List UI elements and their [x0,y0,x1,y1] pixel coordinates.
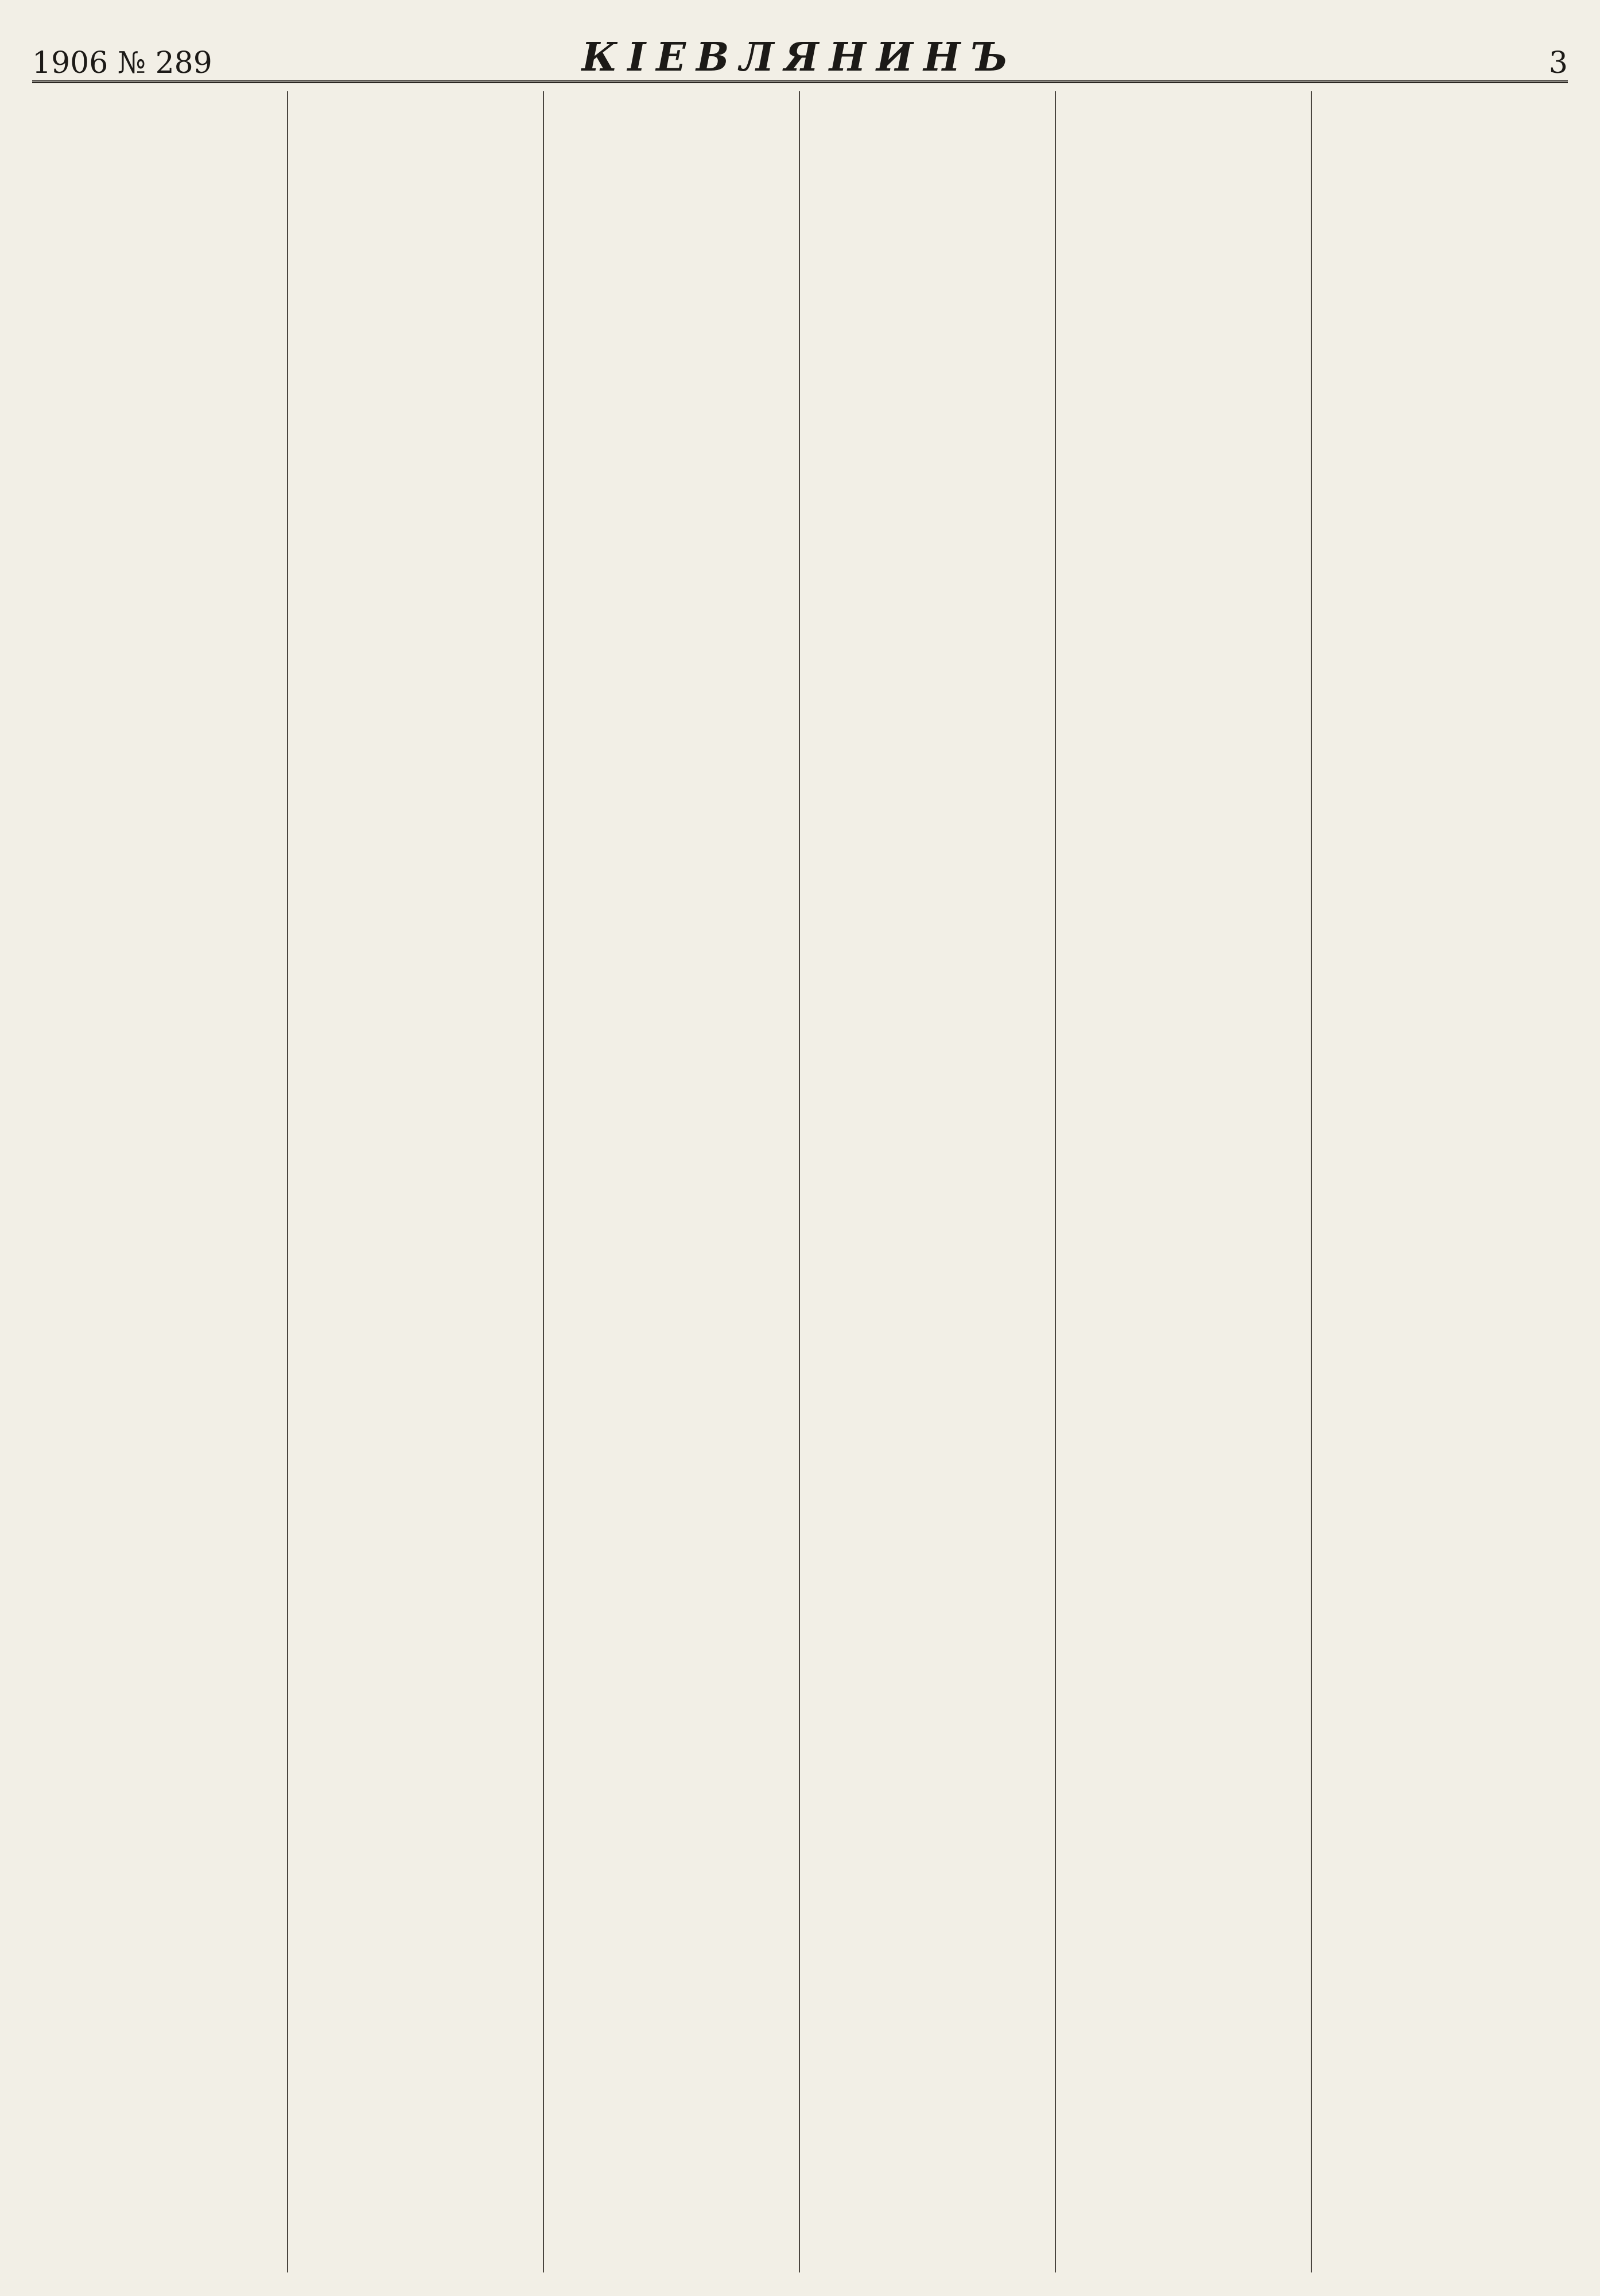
page-number: 3 [1548,46,1568,80]
masthead [32,23,1568,83]
column-4 [800,91,1056,2272]
newspaper-title: КІЕВЛЯНИНЪ [581,34,1019,80]
column-6 [1312,91,1568,2272]
column-2 [288,91,544,2272]
issue-number: 1906 № 289 [32,46,212,80]
column-1 [32,91,288,2272]
column-5 [1056,91,1312,2272]
text-columns [32,91,1568,2272]
column-3 [544,91,800,2272]
